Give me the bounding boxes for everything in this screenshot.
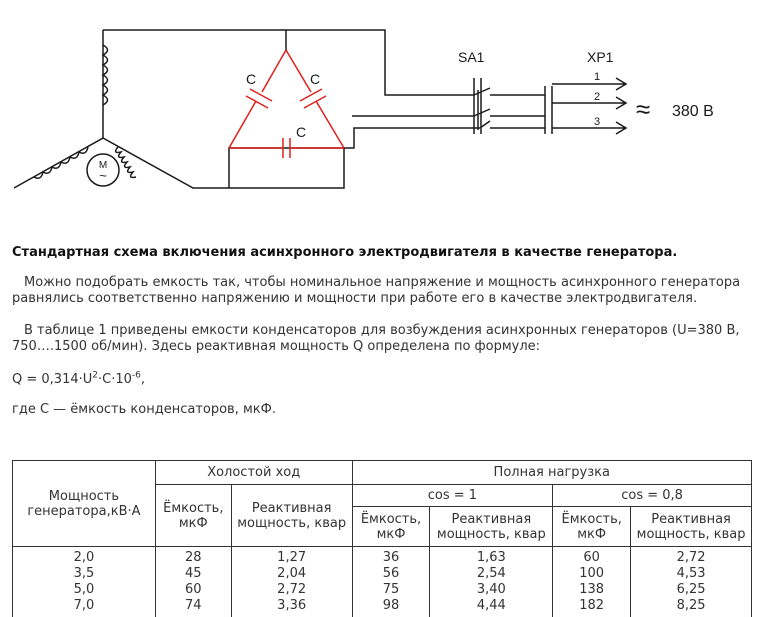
- cos1-reactive-header: Реактивная мощность, квар: [430, 507, 553, 547]
- idle-reactive-header: Реактивная мощность, квар: [231, 485, 352, 547]
- circuit-diagram: [0, 0, 760, 210]
- cos08-capacity-header: Ёмкость, мкФ: [553, 507, 631, 547]
- col-cos1-reactive: [430, 547, 553, 617]
- switch-label: SA1: [458, 49, 485, 65]
- para2-line2: 750….1500 об/мин). Здесь реактивная мощность Q определена по формуле:: [12, 339, 541, 354]
- table-cell: 1,63: [476, 550, 506, 565]
- cos08-reactive-header: Реактивная мощность, квар: [631, 507, 752, 547]
- cos1-capacity-header: Ёмкость, мкФ: [352, 507, 430, 547]
- formula-prefix: Q = 0,314·U: [12, 372, 93, 387]
- coil-left: [34, 147, 88, 178]
- table-cell: 2,0: [73, 550, 95, 565]
- capacitor-left: [246, 89, 272, 108]
- article-heading: Стандартная схема включения асинхронного электродвигателя в качестве генератора.: [12, 245, 678, 260]
- where-line: где С — ёмкость конденсаторов, мкФ.: [12, 402, 276, 417]
- table-cell: 2,72: [676, 550, 706, 565]
- motor-label: M: [98, 160, 108, 171]
- plug-xp1: [545, 78, 626, 134]
- top-wire: [103, 30, 474, 95]
- formula: [12, 371, 145, 388]
- table-cell: 138: [579, 582, 605, 597]
- capacitor-table: [12, 460, 752, 617]
- table-cell: 60: [185, 582, 202, 597]
- formula-exp1: 2: [92, 370, 98, 381]
- phase2-wire: [229, 148, 344, 188]
- table-cell: 2,72: [277, 582, 307, 597]
- table-cell: 3,5: [73, 566, 95, 581]
- para1-line2: равнялись соответственно напряжению и мощности при работе его в качестве электродвигателя.: [12, 291, 698, 306]
- idle-capacity-header: Ёмкость, мкФ: [155, 485, 231, 547]
- formula-suffix: ,: [140, 372, 146, 387]
- capacitor-label-right: C: [310, 71, 321, 87]
- table-cell: 6,25: [676, 582, 706, 597]
- phase-label-1: 1: [594, 71, 601, 83]
- switch-sa1: [474, 78, 545, 134]
- power-header: Мощность генератора,кВ·А: [13, 461, 156, 547]
- table-cell: 75: [382, 582, 400, 597]
- table-cell: 7,0: [73, 598, 95, 613]
- table-cell: 2,04: [277, 566, 307, 581]
- idle-header: Холостой ход: [155, 461, 352, 485]
- col-power: [13, 547, 156, 617]
- phase-label-2: 2: [594, 91, 601, 103]
- col-idle-reactive: [231, 547, 352, 617]
- table-cell: 98: [382, 598, 400, 613]
- para1-line1: Можно подобрать емкость так, чтобы номинальное напряжение и мощность асинхронного генератора: [24, 275, 741, 290]
- plug-label: XP1: [587, 49, 614, 65]
- table-cell: 56: [382, 566, 400, 581]
- table-cell: 8,25: [676, 598, 706, 613]
- ac-symbol: ≈: [636, 94, 651, 124]
- col-cos08-capacity: [553, 547, 631, 617]
- col-cos1-capacity: [352, 547, 430, 617]
- col-idle-capacity: [155, 547, 231, 617]
- table-cell: 2,54: [476, 566, 506, 581]
- col-cos08-reactive: [631, 547, 752, 617]
- table-cell: 4,44: [476, 598, 506, 613]
- table-cell: 3,40: [476, 582, 506, 597]
- capacitor-triangle: [229, 50, 344, 148]
- table-cell: 28: [185, 550, 202, 565]
- para2-line1: В таблице 1 приведены емкости конденсаторов для возбуждения асинхронных генераторов (U=380 В,: [24, 323, 740, 338]
- table-cell: 5,0: [73, 582, 95, 597]
- phase3-wire: [344, 128, 480, 148]
- star-center-wire: [14, 30, 103, 188]
- voltage-label: 380 В: [672, 103, 714, 120]
- motor-tilde: ~: [99, 168, 107, 183]
- capacitor-right: [300, 89, 326, 108]
- phase-label-3: 3: [594, 116, 601, 128]
- table-cell: 45: [185, 566, 202, 581]
- table-cell: 3,36: [277, 598, 307, 613]
- table-cell: 182: [579, 598, 605, 613]
- table-cell: 60: [583, 550, 600, 565]
- table-cell: 1,27: [277, 550, 307, 565]
- table-cell: 36: [382, 550, 400, 565]
- table-cell: 74: [185, 598, 202, 613]
- cos08-header: cos = 0,8: [553, 485, 752, 507]
- table-cell: 4,53: [676, 566, 706, 581]
- right-leg-wire: [103, 138, 344, 188]
- coil-vertical: [103, 45, 108, 105]
- table-cell: 100: [579, 566, 605, 581]
- capacitor-label-bottom: C: [296, 124, 307, 140]
- formula-exp2: -6: [131, 370, 141, 381]
- full-load-header: Полная нагрузка: [352, 461, 751, 485]
- formula-mid: ·C·10: [98, 372, 132, 387]
- cos1-header: cos = 1: [352, 485, 553, 507]
- capacitor-label-left: C: [246, 71, 257, 87]
